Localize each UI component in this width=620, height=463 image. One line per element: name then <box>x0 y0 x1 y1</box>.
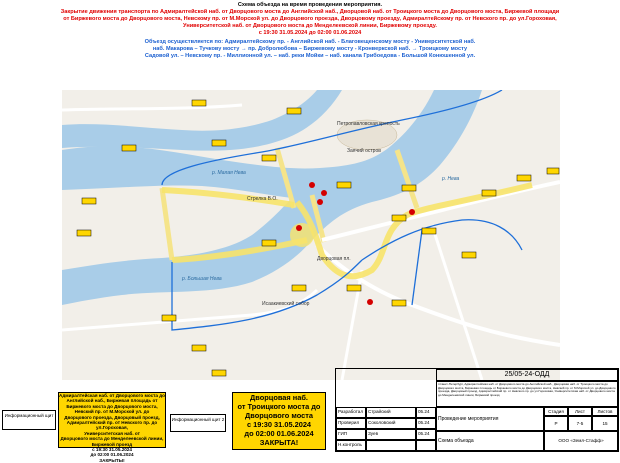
notice-line: от Троицкого моста до <box>237 402 321 411</box>
person: Зуев <box>366 429 416 440</box>
notice-line: с 19:30 31.05.2024 <box>92 447 132 453</box>
notice-line: Адмиралтейский пр. от Невского пр. до ул.Гороховая, <box>66 420 158 431</box>
map-header <box>0 2 620 60</box>
sheets-head: Листов <box>592 407 618 416</box>
sheets: 15 <box>592 416 618 431</box>
info-board-2 <box>170 414 226 432</box>
sheet-head: Лист <box>568 407 592 416</box>
person: Страйский <box>366 407 416 418</box>
water-label: р. Малая Нева <box>212 170 246 176</box>
place-label: Исаакиевский собор <box>262 301 310 307</box>
date: 05.24 <box>416 429 436 440</box>
notice-line: Дворцового моста <box>245 411 313 420</box>
water-label: р. Нева <box>442 176 460 182</box>
closure-line: Университетской наб. от Дворцового моста до Менделеевской линии, Биржевому проезду. <box>183 23 437 29</box>
closure-line: Закрытие движения транспорта по Адмиралтейской наб. от Дворцового моста до Английской наб., Дворцовой наб. от Троицкого моста до Дворцового моста, Биржевой площади <box>60 9 560 15</box>
sheet: 7-5 <box>568 416 592 431</box>
date: 05.24 <box>416 418 436 429</box>
detour-map <box>62 90 560 380</box>
notice-line: до 02:00 01.06.2024 <box>90 452 134 458</box>
info-board-label: Информационный щит 2 <box>171 417 225 422</box>
place-label: Заячий остров <box>347 148 381 154</box>
notice-line: Университетская наб. от <box>84 430 140 436</box>
notice-line: Дворцового моста до Менделеевской линии, Биржевой проезд <box>60 436 164 447</box>
closure-time: с 19:30 31.05.2024 до 02:00 01.06.2024 <box>258 30 362 36</box>
detour-line: наб. Макарова – Тучкову мосту → пр. Добролюбова – Биржевому мосту - Кронверкской наб. → Троицкому мосту <box>152 46 468 52</box>
water-label: р. Большая Нева <box>182 276 222 282</box>
closure-line: от Биржевого моста до Дворцового моста, Невскому пр. от М.Морской ул. до Дворцового проезда, Дворцовому проезду, Адмиралтейскому пр. от Невского пр. до ул.Гороховая, <box>63 16 557 22</box>
title-block <box>335 368 619 452</box>
notice-line: Английской наб., Биржевая площадь от <box>66 398 158 404</box>
stamp-title1: Проведение мероприятия <box>436 407 544 431</box>
project-code: 25/05-24-ОДД <box>436 369 618 381</box>
notice-line: Биржевого моста до Дворцового моста, <box>66 403 158 409</box>
place-label: Дворцовая пл. <box>317 256 351 262</box>
notice-line: до 02:00 01.06.2024 <box>244 429 314 438</box>
role: ГИП <box>336 429 366 440</box>
place-label: Стрелка В.О. <box>247 196 278 202</box>
header-title: Схема объезда на время проведения мероприятия. <box>237 2 383 8</box>
notice-line: с 19:30 31.05.2024 <box>246 420 312 429</box>
closure-notice-small <box>58 392 166 463</box>
role: Разработал <box>336 407 366 418</box>
closure-notice-big <box>232 392 326 450</box>
notice-line: ЗАКРЫТА! <box>259 438 299 447</box>
dvortsovaya-square <box>290 223 314 247</box>
place-label: Петропавловская крепость <box>337 121 400 127</box>
role: Проверил <box>336 418 366 429</box>
detour-line: Объезд осуществляется по: Адмиралтейскому пр. - Английской наб. - Благовещенскому мосту - Университетской наб. <box>144 39 476 45</box>
info-board-1 <box>2 410 56 430</box>
detour-line: Садовой ул. – Невскому пр. - Миллионной ул. – наб. реки Мойки – наб. канала Грибоедова - Большой Конюшенной ул. <box>144 53 476 59</box>
stage: Р <box>544 416 568 431</box>
notice-line: Адмиралтейская наб. от Дворцового моста до <box>59 393 165 398</box>
notice-line: Дворцового проезда, Дворцовый проезд, <box>64 414 160 420</box>
stage-head: Стадия <box>544 407 568 416</box>
person <box>366 440 416 451</box>
project-description: г.Санкт-Петербург, Адмиралтейская наб. от Дворцового моста до Английской наб., Дворцовая наб. от Троицкого моста до Дворцового моста, Биржевая площадь от Биржевого моста до Дворцового моста, Невский пр. от М.Морской ул. до Дворцового проезда, Дворцовый проезд, Адмиралтейский пр. от Невского пр. до ул.Гороховая, Университетская наб. от Дворцового моста до Менделеевской линии, Биржевой проезд <box>436 381 618 407</box>
company: ООО «Земл-Стафф» <box>544 431 618 451</box>
date: 05.24 <box>416 407 436 418</box>
stamp-title2: Схема объезда <box>436 431 544 451</box>
notice-line: Дворцовая наб. <box>250 393 308 402</box>
role: Н.контроль <box>336 440 366 451</box>
notice-line: Невский пр. от М.Морской ул. до <box>74 409 150 415</box>
person: Соколовский <box>366 418 416 429</box>
info-board-label: Информационный щит <box>4 413 54 418</box>
date <box>416 440 436 451</box>
notice-line: ЗАКРЫТЫ! <box>99 457 125 463</box>
